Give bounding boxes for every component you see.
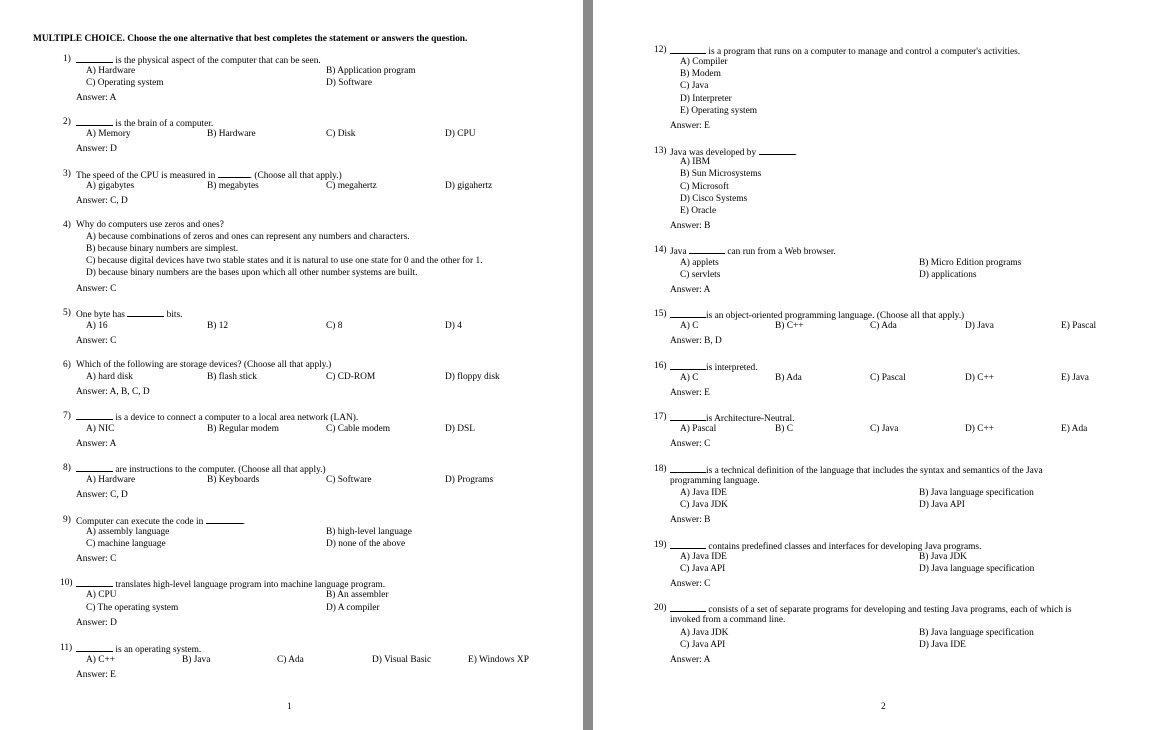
- choice: D) Visual Basic: [372, 655, 432, 665]
- question-number: 17): [654, 412, 667, 422]
- answer-blank: [670, 309, 706, 318]
- choice: D) A compiler: [326, 603, 380, 613]
- page-2: [593, 0, 1176, 730]
- answer-blank: [76, 463, 113, 472]
- question-text: contains predefined classes and interfaces for developing Java programs.: [708, 542, 982, 552]
- answer-line: Answer: E: [670, 388, 710, 398]
- answer-blank: [76, 643, 113, 652]
- question-text: translates high-level language program into machine language program.: [115, 580, 386, 590]
- choice: A) Hardware: [86, 66, 136, 76]
- question-number: 1): [63, 54, 71, 64]
- question-text-end: can run from a Web browser.: [727, 247, 836, 257]
- choice: A) Java IDE: [680, 488, 727, 498]
- choice: C) servlets: [680, 270, 721, 280]
- choice: C) Java: [680, 81, 709, 91]
- choice: A) Java JDK: [680, 628, 729, 638]
- question-text: One byte has: [76, 310, 125, 320]
- question-number: 16): [654, 361, 667, 371]
- question-number: 15): [654, 309, 667, 319]
- answer-blank: [670, 361, 706, 370]
- choice: B) Ada: [775, 373, 802, 383]
- choice: B) Java JDK: [919, 552, 967, 562]
- choice: B) An assembler: [326, 590, 389, 600]
- choice: D) gigahertz: [445, 181, 493, 191]
- answer-blank: [218, 169, 250, 178]
- choice: A) Memory: [86, 129, 131, 139]
- question-text: Computer can execute the code in: [76, 517, 204, 527]
- choice: E) Oracle: [680, 206, 717, 216]
- page-gap: [583, 0, 593, 730]
- choice: B) flash stick: [207, 372, 257, 382]
- choice: B) high-level language: [326, 527, 412, 537]
- choice: D) DSL: [445, 424, 475, 434]
- choice: B) 12: [207, 321, 229, 331]
- answer-line: Answer: C: [670, 579, 711, 589]
- answer-blank: [76, 54, 113, 63]
- choice: E) Pascal: [1061, 321, 1097, 331]
- question-text: Java: [670, 247, 687, 257]
- question-text: is a program that runs on a computer to manage and control a computer's activities.: [708, 47, 1021, 57]
- question-text: is interpreted.: [706, 363, 758, 373]
- section-header: MULTIPLE CHOICE. Choose the one alternative that best completes the statement or answers the question.: [33, 34, 468, 44]
- choice: D) CPU: [445, 129, 476, 139]
- choice: D) Java: [965, 321, 994, 331]
- question-text: The speed of the CPU is measured in: [76, 171, 216, 181]
- answer-line: Answer: C, D: [76, 196, 128, 206]
- answer-line: Answer: B: [670, 515, 711, 525]
- choice: B) Regular modem: [207, 424, 279, 434]
- choice: E) Operating system: [680, 106, 758, 116]
- choice: B) Keyboards: [207, 475, 260, 485]
- choice: B) megabytes: [207, 181, 259, 191]
- answer-line: Answer: D: [76, 618, 117, 628]
- choice: C) 8: [326, 321, 343, 331]
- question-text: are instructions to the computer. (Choose all that apply.): [115, 465, 326, 475]
- answer-line: Answer: A: [76, 439, 117, 449]
- choice: D) Java API: [919, 500, 965, 510]
- page-number: 2: [881, 702, 886, 712]
- answer-line: Answer: D: [76, 144, 117, 154]
- answer-blank: [670, 540, 706, 549]
- question-text-cont: invoked from a command line.: [670, 615, 786, 625]
- answer-line: Answer: C, D: [76, 490, 128, 500]
- question-number: 7): [63, 411, 71, 421]
- choice: D) Java IDE: [919, 640, 966, 650]
- choice: D) C++: [965, 424, 995, 434]
- choice: D) applications: [919, 270, 977, 280]
- choice: D) Interpreter: [680, 94, 732, 104]
- answer-blank: [670, 412, 706, 421]
- choice: C) machine language: [86, 539, 166, 549]
- choice: B) C: [775, 424, 793, 434]
- question-number: 2): [63, 117, 71, 127]
- choice: B) Java language specification: [919, 488, 1034, 498]
- choice: C) Ada: [277, 655, 304, 665]
- answer-blank: [759, 146, 795, 155]
- answer-line: Answer: B: [670, 221, 711, 231]
- question-text-end: .: [242, 517, 245, 527]
- choice: B) Modem: [680, 69, 721, 79]
- question-number: 12): [654, 45, 667, 55]
- choice: C) CD-ROM: [326, 372, 376, 382]
- answer-blank: [670, 603, 706, 612]
- answer-line: Answer: C: [76, 554, 117, 564]
- choice: B) Application program: [326, 66, 416, 76]
- choice: C) Disk: [326, 129, 356, 139]
- choice: D) 4: [445, 321, 462, 331]
- choice: D) Java language specification: [919, 564, 1035, 574]
- choice: A) C++: [86, 655, 116, 665]
- choice: D) Programs: [445, 475, 494, 485]
- question-text: is a technical definition of the language that includes the syntax and semantics of the Java: [706, 466, 1043, 476]
- question-number: 10): [60, 578, 73, 588]
- choice: C) Software: [326, 475, 372, 485]
- answer-blank: [127, 308, 164, 317]
- question-number: 3): [63, 169, 71, 179]
- choice: A) because combinations of zeros and ones can represent any numbers and characters.: [86, 232, 410, 242]
- question-text-end: bits.: [166, 310, 183, 320]
- question-number: 6): [63, 360, 71, 370]
- answer-blank: [76, 411, 113, 420]
- choice: C) Cable modem: [326, 424, 391, 434]
- choice: D) Software: [326, 78, 373, 88]
- choice: B) because binary numbers are simplest.: [86, 244, 239, 254]
- question-text: consists of a set of separate programs for developing and testing Java programs, each of which is: [708, 605, 1072, 615]
- choice: A) applets: [680, 258, 719, 268]
- answer-blank: [670, 464, 706, 473]
- choice: A) IBM: [680, 157, 710, 167]
- question-text: is the physical aspect of the computer that can be seen.: [115, 56, 321, 66]
- choice: C) Ada: [870, 321, 897, 331]
- choice: E) Ada: [1061, 424, 1088, 434]
- choice: B) Java: [182, 655, 211, 665]
- question-number: 5): [63, 308, 71, 318]
- answer-line: Answer: E: [76, 670, 116, 680]
- answer-line: Answer: A, B, C, D: [76, 387, 150, 397]
- choice: A) Compiler: [680, 57, 728, 67]
- choice: A) C: [680, 321, 699, 331]
- choice: D) because binary numbers are the bases upon which all other number systems are built.: [86, 268, 418, 278]
- answer-line: Answer: A: [670, 285, 711, 295]
- answer-line: Answer: E: [670, 121, 710, 131]
- question-text-end: . (Choose all that apply.): [249, 171, 342, 181]
- choice: C) Java API: [680, 640, 726, 650]
- answer-blank: [670, 45, 706, 54]
- question-number: 14): [654, 245, 667, 255]
- choice: D) floppy disk: [445, 372, 500, 382]
- question-number: 8): [63, 463, 71, 473]
- question-text-cont: programming language.: [670, 476, 760, 486]
- question-text: Which of the following are storage devices? (Choose all that apply.): [76, 360, 332, 370]
- question-number: 20): [654, 603, 667, 613]
- answer-line: Answer: B, D: [670, 336, 722, 346]
- answer-line: Answer: C: [76, 284, 117, 294]
- choice: C) The operating system: [86, 603, 179, 613]
- choice: E) Windows XP: [468, 655, 529, 665]
- question-text: is an object-oriented programming language. (Choose all that apply.): [706, 311, 965, 321]
- choice: C) Microsoft: [680, 182, 729, 192]
- answer-line: Answer: A: [670, 655, 711, 665]
- choice: A) Pascal: [680, 424, 717, 434]
- question-text: is the brain of a computer.: [115, 119, 214, 129]
- question-text: Java was developed by: [670, 148, 757, 158]
- choice: D) none of the above: [326, 539, 406, 549]
- choice: A) Hardware: [86, 475, 136, 485]
- question-text: Why do computers use zeros and ones?: [76, 220, 224, 230]
- choice: C) Java API: [680, 564, 726, 574]
- choice: A) CPU: [86, 590, 117, 600]
- question-number: 4): [63, 220, 71, 230]
- choice: A) assembly language: [86, 527, 170, 537]
- choice: D) Cisco Systems: [680, 194, 748, 204]
- answer-blank: [689, 245, 725, 254]
- answer-blank: [206, 515, 243, 524]
- choice: C) Pascal: [870, 373, 906, 383]
- question-number: 9): [63, 515, 71, 525]
- question-number: 13): [654, 146, 667, 156]
- question-text: is an operating system.: [115, 645, 202, 655]
- choice: D) C++: [965, 373, 995, 383]
- choice: B) Java language specification: [919, 628, 1034, 638]
- answer-blank: [76, 578, 113, 587]
- answer-line: Answer: C: [670, 439, 711, 449]
- choice: B) C++: [775, 321, 804, 331]
- question-text: is a device to connect a computer to a local area network (LAN).: [115, 413, 359, 423]
- choice: C) megahertz: [326, 181, 377, 191]
- choice: A) gigabytes: [86, 181, 135, 191]
- choice: A) NIC: [86, 424, 115, 434]
- choice: B) Micro Edition programs: [919, 258, 1022, 268]
- answer-line: Answer: A: [76, 93, 117, 103]
- answer-blank: [76, 117, 113, 126]
- choice: A) 16: [86, 321, 108, 331]
- choice: C) Java JDK: [680, 500, 728, 510]
- question-text: is Architecture-Neutral.: [706, 414, 795, 424]
- question-number: 18): [654, 464, 667, 474]
- choice: A) Java IDE: [680, 552, 727, 562]
- choice: A) C: [680, 373, 699, 383]
- choice: B) Sun Microsystems: [680, 169, 762, 179]
- question-text-end: .: [794, 148, 797, 158]
- question-number: 11): [60, 643, 73, 653]
- choice: A) hard disk: [86, 372, 133, 382]
- page-1: [0, 0, 583, 730]
- choice: C) because digital devices have two stable states and it is natural to use one state for 0 and the other for 1.: [86, 256, 483, 266]
- answer-line: Answer: C: [76, 336, 117, 346]
- choice: C) Java: [870, 424, 899, 434]
- choice: C) Operating system: [86, 78, 164, 88]
- choice: E) Java: [1061, 373, 1089, 383]
- choice: B) Hardware: [207, 129, 256, 139]
- question-number: 19): [654, 540, 667, 550]
- page-number: 1: [287, 702, 292, 712]
